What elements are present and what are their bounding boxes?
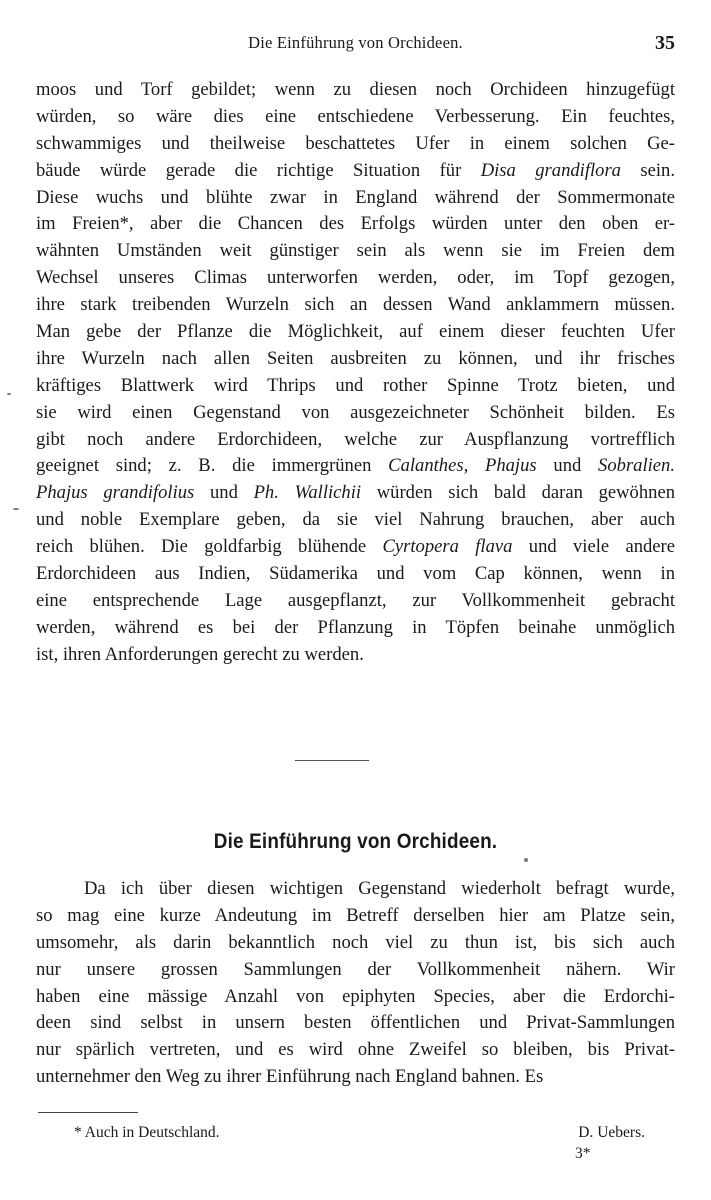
text-run: umsomehr, als darin bekanntlich noch viel zu thun ist, bis sich auch bbox=[36, 931, 675, 953]
footnote-credit: D. Uebers. bbox=[578, 1124, 645, 1141]
text-line bbox=[36, 427, 675, 454]
signature-mark: 3* bbox=[575, 1145, 591, 1162]
text-run: und viele andere bbox=[512, 536, 675, 558]
text-run: reich blühen. Die goldfarbig blühende bbox=[36, 536, 383, 558]
text-line bbox=[36, 185, 675, 212]
text-run: nur spärlich vertreten, und es wird ohne Zweifel so bleiben, bis Privat- bbox=[36, 1039, 675, 1061]
text-run: geeignet sind; z. B. die immergrünen bbox=[36, 455, 389, 477]
print-speck bbox=[524, 858, 528, 862]
text-run: Erdorchideen aus Indien, Südamerika und vom Cap können, wenn in bbox=[36, 563, 675, 585]
text-run: im Freien*, aber die Chancen des Erfolgs würden unter den oben er- bbox=[36, 213, 675, 235]
text-line bbox=[36, 292, 675, 319]
species-name: Phajus grandifolius bbox=[36, 482, 195, 504]
text-line bbox=[36, 957, 675, 984]
text-run: kräftiges Blattwerk wird Thrips und rother Spinne Trotz bieten, und bbox=[36, 374, 675, 396]
text-run: Diese wuchs und blühte zwar in England während der Sommermonate bbox=[36, 186, 675, 208]
text-run: ihre stark treibenden Wurzeln sich an dessen Wand anklammern müssen. bbox=[36, 294, 675, 316]
text-run: würden, so wäre dies eine entschiedene Verbesserung. Ein feuchtes, bbox=[36, 105, 675, 127]
text-line bbox=[36, 453, 675, 480]
text-run: so mag eine kurze Andeutung im Betreff derselben hier am Platze sein, bbox=[36, 904, 675, 926]
text-run: bäude würde gerade die richtige Situation für bbox=[36, 159, 481, 181]
text-run: Man gebe der Pflanze die Möglichkeit, auf einem dieser feuchten Ufer bbox=[36, 321, 675, 343]
text-line bbox=[36, 615, 675, 642]
text-run: sie wird einen Gegenstand von ausgezeichneter Schönheit bilden. Es bbox=[36, 401, 675, 423]
text-run: würden sich bald daran gewöhnen bbox=[361, 482, 675, 504]
text-run: und bbox=[536, 455, 599, 477]
text-line bbox=[36, 903, 675, 930]
species-name: Cyrtopera flava bbox=[382, 536, 513, 558]
text-line bbox=[36, 984, 675, 1011]
text-run: Da ich über diesen wichtigen Gegenstand wiederholt befragt wurde, bbox=[84, 878, 675, 899]
section-heading: Die Einführung von Orchideen. bbox=[213, 830, 498, 853]
text-run: gibt noch andere Erdorchideen, welche zur Auspflanzung vortrefflich bbox=[36, 428, 675, 450]
text-run: werden, während es bei der Pflanzung in Töpfen beinahe unmöglich bbox=[36, 616, 675, 638]
section-divider bbox=[295, 760, 369, 761]
text-line bbox=[36, 104, 675, 131]
running-title: Die Einführung von Orchideen. bbox=[248, 33, 463, 52]
text-run: sein. bbox=[620, 159, 675, 181]
text-run: haben eine mässige Anzahl von epiphyten Species, aber die Erdorchi- bbox=[36, 985, 675, 1007]
text-run: eine entsprechende Lage ausgepflanzt, zur Vollkommenheit gebracht bbox=[36, 589, 675, 611]
text-line bbox=[36, 77, 675, 104]
paragraph-introduction bbox=[36, 876, 675, 1091]
species-name: Calanthes, Phajus bbox=[388, 455, 537, 477]
text-line bbox=[36, 534, 675, 561]
text-line bbox=[36, 876, 675, 903]
text-run: moos und Torf gebildet; wenn zu diesen noch Orchideen hinzugefügt bbox=[36, 79, 675, 100]
text-line bbox=[36, 561, 675, 588]
text-line bbox=[36, 1037, 675, 1064]
text-line bbox=[36, 507, 675, 534]
species-name: Sobralien. bbox=[598, 455, 675, 477]
text-line bbox=[36, 265, 675, 292]
text-line bbox=[36, 319, 675, 346]
text-line bbox=[36, 238, 675, 265]
species-name: Disa grandiflora bbox=[480, 159, 621, 181]
text-line bbox=[36, 642, 675, 669]
text-run: schwammiges und theilweise beschattetes Ufer in einem solchen Ge- bbox=[36, 132, 675, 154]
paragraph-continued bbox=[36, 77, 675, 669]
print-speck bbox=[7, 393, 11, 395]
text-run: unternehmer den Weg zu ihrer Einführung nach England bahnen. Es bbox=[36, 1066, 544, 1088]
text-run: und bbox=[194, 482, 254, 504]
text-line bbox=[36, 930, 675, 957]
text-run: und noble Exemplare geben, da sie viel Nahrung brauchen, aber auch bbox=[36, 509, 675, 531]
text-run: wähnten Umständen weit günstiger sein als wenn sie im Freien dem bbox=[36, 240, 675, 262]
text-run: ist, ihren Anforderungen gerecht zu werden. bbox=[36, 643, 364, 665]
text-line bbox=[36, 1010, 675, 1037]
text-line bbox=[36, 480, 675, 507]
page-number: 35 bbox=[655, 32, 675, 54]
text-run: ihre Wurzeln nach allen Seiten ausbreiten zu können, und ihr frisches bbox=[36, 347, 675, 369]
species-name: Ph. Wallichii bbox=[253, 482, 362, 504]
text-run: nur unsere grossen Sammlungen der Vollkommenheit nähern. Wir bbox=[36, 958, 675, 980]
text-line bbox=[36, 346, 675, 373]
text-line bbox=[36, 131, 675, 158]
print-speck bbox=[13, 508, 19, 510]
text-run: deen sind selbst in unsern besten öffentlichen und Privat-Sammlungen bbox=[36, 1012, 675, 1034]
text-run: Wechsel unseres Climas unterworfen werden, oder, im Topf gezogen, bbox=[36, 267, 675, 289]
text-line bbox=[36, 211, 675, 238]
text-line bbox=[36, 400, 675, 427]
footnote-rule bbox=[38, 1112, 138, 1113]
text-line bbox=[36, 588, 675, 615]
running-header bbox=[36, 33, 675, 59]
text-line bbox=[36, 373, 675, 400]
text-line bbox=[36, 1064, 675, 1091]
footnote-text: * Auch in Deutschland. bbox=[74, 1124, 220, 1141]
text-line bbox=[36, 158, 675, 185]
